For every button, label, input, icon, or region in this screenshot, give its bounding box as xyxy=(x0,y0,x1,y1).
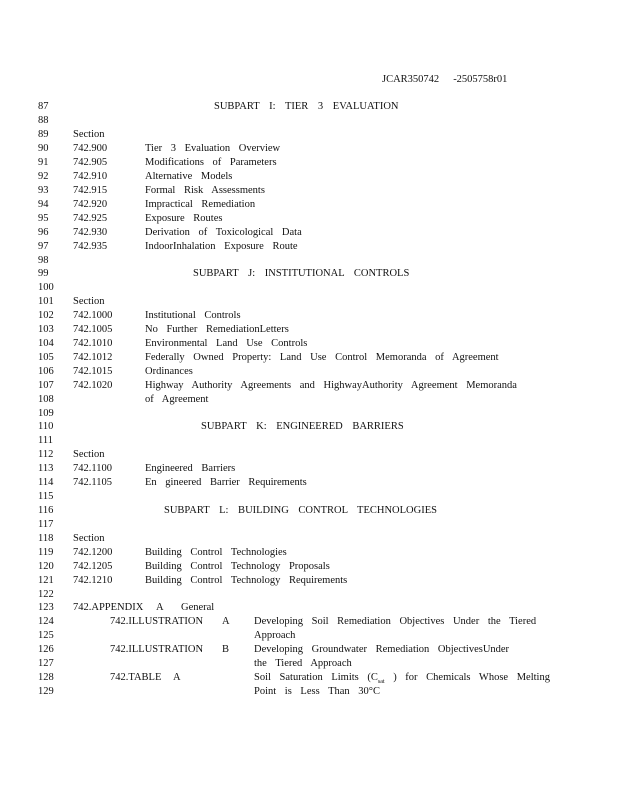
section-label: Section xyxy=(73,129,105,140)
table-letter: A xyxy=(173,672,181,683)
section-number: 742.1015 xyxy=(73,366,113,377)
line-119: 119 742.1200 Building Control Technologies xyxy=(38,547,287,558)
appendix-title: General xyxy=(181,602,215,613)
section-number: 742.1210 xyxy=(73,575,113,586)
line-112: 112 Section xyxy=(38,449,105,460)
line-88: 88 xyxy=(38,115,49,126)
illustration-lead: 742.ILLUSTRATION xyxy=(110,616,204,627)
line-113: 113 742.1100 Engineered Barriers xyxy=(38,463,236,474)
line-127: 127 the Tiered Approach xyxy=(38,658,352,669)
section-title: Engineered Barriers xyxy=(145,463,236,474)
line-105: 105 742.1012 Federally Owned Property: Land Use Control Memoranda of Agreement xyxy=(38,352,499,363)
line-89: 89 Section xyxy=(38,129,105,140)
section-title: Impractical Remediation xyxy=(145,199,256,210)
table-lead: 742.TABLE xyxy=(110,672,162,683)
section-number: 742.1010 xyxy=(73,338,113,349)
line-117: 117 xyxy=(38,519,54,530)
saturation-subscript: sat xyxy=(377,679,385,686)
document-header xyxy=(382,74,507,85)
section-number: 742.910 xyxy=(73,171,108,182)
section-title: En gineered Barrier Requirements xyxy=(145,477,307,488)
section-title: IndoorInhalation Exposure Route xyxy=(145,241,298,252)
line-106: 106 742.1015 Ordinances xyxy=(38,366,193,377)
section-title: Institutional Controls xyxy=(145,310,241,321)
table-title-continuation: Point is Less Than 30°C xyxy=(254,686,381,697)
line-97: 97 742.935 IndoorInhalation Exposure Route xyxy=(38,241,298,252)
line-103: 103 742.1005 No Further RemediationLetters xyxy=(38,324,289,335)
section-number: 742.930 xyxy=(73,227,108,238)
subpart-i-heading: SUBPART I: TIER 3 EVALUATION xyxy=(214,101,399,112)
illustration-title-continuation: the Tiered Approach xyxy=(254,658,352,669)
line-125: 125 Approach xyxy=(38,630,296,641)
section-title: Modifications of Parameters xyxy=(145,157,277,168)
line-122: 122 xyxy=(38,589,54,600)
section-number: 742.935 xyxy=(73,241,108,252)
table-title: Soil Saturation Limits ($C_{sat}$ ) for Chemicals Whose Melting xyxy=(254,672,550,686)
section-title: Derivation of Toxicological Data xyxy=(145,227,302,238)
section-label: Section xyxy=(73,449,105,460)
line-124: 124 742.ILLUSTRATION A Developing Soil Remediation Objectives Under the Tiered xyxy=(38,616,537,627)
section-title: Federally Owned Property: Land Use Control Memoranda of Agreement xyxy=(145,352,499,363)
illustration-lead: 742.ILLUSTRATION xyxy=(110,644,204,655)
line-102: 102 742.1000 Institutional Controls xyxy=(38,310,241,321)
section-title: Exposure Routes xyxy=(145,213,223,224)
section-title: No Further RemediationLetters xyxy=(145,324,289,335)
section-number: 742.1100 xyxy=(73,463,112,474)
line-116: 116 SUBPART L: BUILDING CONTROL TECHNOLOGIES xyxy=(38,505,437,516)
line-121: 121 742.1210 Building Control Technology Requirements xyxy=(38,575,348,586)
section-title: Ordinances xyxy=(145,366,193,377)
section-title-continuation: of Agreement xyxy=(145,394,209,405)
section-number: 742.1020 xyxy=(73,380,113,391)
line-123: 123 742.APPENDIX A General xyxy=(38,602,215,613)
section-title: Building Control Technology Requirements xyxy=(145,575,348,586)
line-128: 128 742.TABLE A Soil Saturation Limits ($C_{sat}$ ) for Chemicals Whose Melting xyxy=(0,671,618,685)
section-title: Highway Authority Agreements and HighwayAuthority Agreement Memoranda xyxy=(145,380,517,391)
line-98: 98 xyxy=(38,255,49,266)
section-number: 742.1105 xyxy=(73,477,112,488)
line-92: 92 742.910 Alternative Models xyxy=(38,171,233,182)
section-title: Alternative Models xyxy=(145,171,233,182)
section-number: 742.1000 xyxy=(73,310,113,321)
illustration-title: Developing Soil Remediation Objectives Under the Tiered xyxy=(254,616,537,627)
line-109: 109 xyxy=(38,408,54,419)
line-96: 96 742.930 Derivation of Toxicological Data xyxy=(38,227,302,238)
section-title: Formal Risk Assessments xyxy=(145,185,265,196)
line-87: 87 SUBPART I: TIER 3 EVALUATION xyxy=(38,101,399,112)
line-100: 100 xyxy=(38,282,54,293)
section-number: 742.920 xyxy=(73,199,108,210)
line-104: 104 742.1010 Environmental Land Use Controls xyxy=(38,338,308,349)
section-title: Tier 3 Evaluation Overview xyxy=(145,143,281,154)
line-126: 126 742.ILLUSTRATION B Developing Groundwater Remediation ObjectivesUnder xyxy=(38,644,510,655)
line-91: 91 742.905 Modifications of Parameters xyxy=(38,157,277,168)
line-115: 115 xyxy=(38,491,54,502)
section-label: Section xyxy=(73,296,105,307)
line-101: 101 Section xyxy=(38,296,105,307)
illustration-letter: A xyxy=(222,616,230,627)
line-111: 111 xyxy=(38,435,53,446)
document-ref: -2505758r01 xyxy=(453,74,508,85)
section-number: 742.905 xyxy=(73,157,108,168)
subpart-k-heading: SUBPART K: ENGINEERED BARRIERS xyxy=(201,421,404,432)
line-93: 93 742.915 Formal Risk Assessments xyxy=(38,185,265,196)
line-107: 107 742.1020 Highway Authority Agreements and HighwayAuthority Agreement Memoranda xyxy=(38,380,517,391)
illustration-title: Developing Groundwater Remediation ObjectivesUnder xyxy=(254,644,510,655)
section-number: 742.1200 xyxy=(73,547,113,558)
line-120: 120 742.1205 Building Control Technology Proposals xyxy=(38,561,330,572)
section-title: Building Control Technologies xyxy=(145,547,287,558)
line-129: 129 Point is Less Than 30°C xyxy=(38,686,381,697)
section-title: Environmental Land Use Controls xyxy=(145,338,308,349)
line-94: 94 742.920 Impractical Remediation xyxy=(38,199,256,210)
section-number: 742.1205 xyxy=(73,561,113,572)
appendix-letter: A xyxy=(156,602,164,613)
line-108: 108 of Agreement xyxy=(38,394,209,405)
appendix-lead: 742.APPENDIX xyxy=(73,602,144,613)
section-number: 742.915 xyxy=(73,185,108,196)
section-label: Section xyxy=(73,533,105,544)
line-118: 118 Section xyxy=(38,533,105,544)
line-99: 99 SUBPART J: INSTITUTIONAL CONTROLS xyxy=(38,268,410,279)
subpart-l-heading: SUBPART L: BUILDING CONTROL TECHNOLOGIES xyxy=(164,505,437,516)
subpart-j-heading: SUBPART J: INSTITUTIONAL CONTROLS xyxy=(193,268,410,279)
section-number: 742.1012 xyxy=(73,352,113,363)
section-number: 742.900 xyxy=(73,143,108,154)
illustration-title-continuation: Approach xyxy=(254,630,296,641)
illustration-letter: B xyxy=(222,644,230,655)
section-title: Building Control Technology Proposals xyxy=(145,561,330,572)
line-114: 114 742.1105 En gineered Barrier Requirements xyxy=(38,477,307,488)
section-number: 742.925 xyxy=(73,213,108,224)
line-90: 90 742.900 Tier 3 Evaluation Overview xyxy=(38,143,281,154)
line-110: 110 SUBPART K: ENGINEERED BARRIERS xyxy=(38,421,404,432)
line-95: 95 742.925 Exposure Routes xyxy=(38,213,223,224)
section-number: 742.1005 xyxy=(73,324,113,335)
document-id: JCAR350742 xyxy=(382,74,440,85)
